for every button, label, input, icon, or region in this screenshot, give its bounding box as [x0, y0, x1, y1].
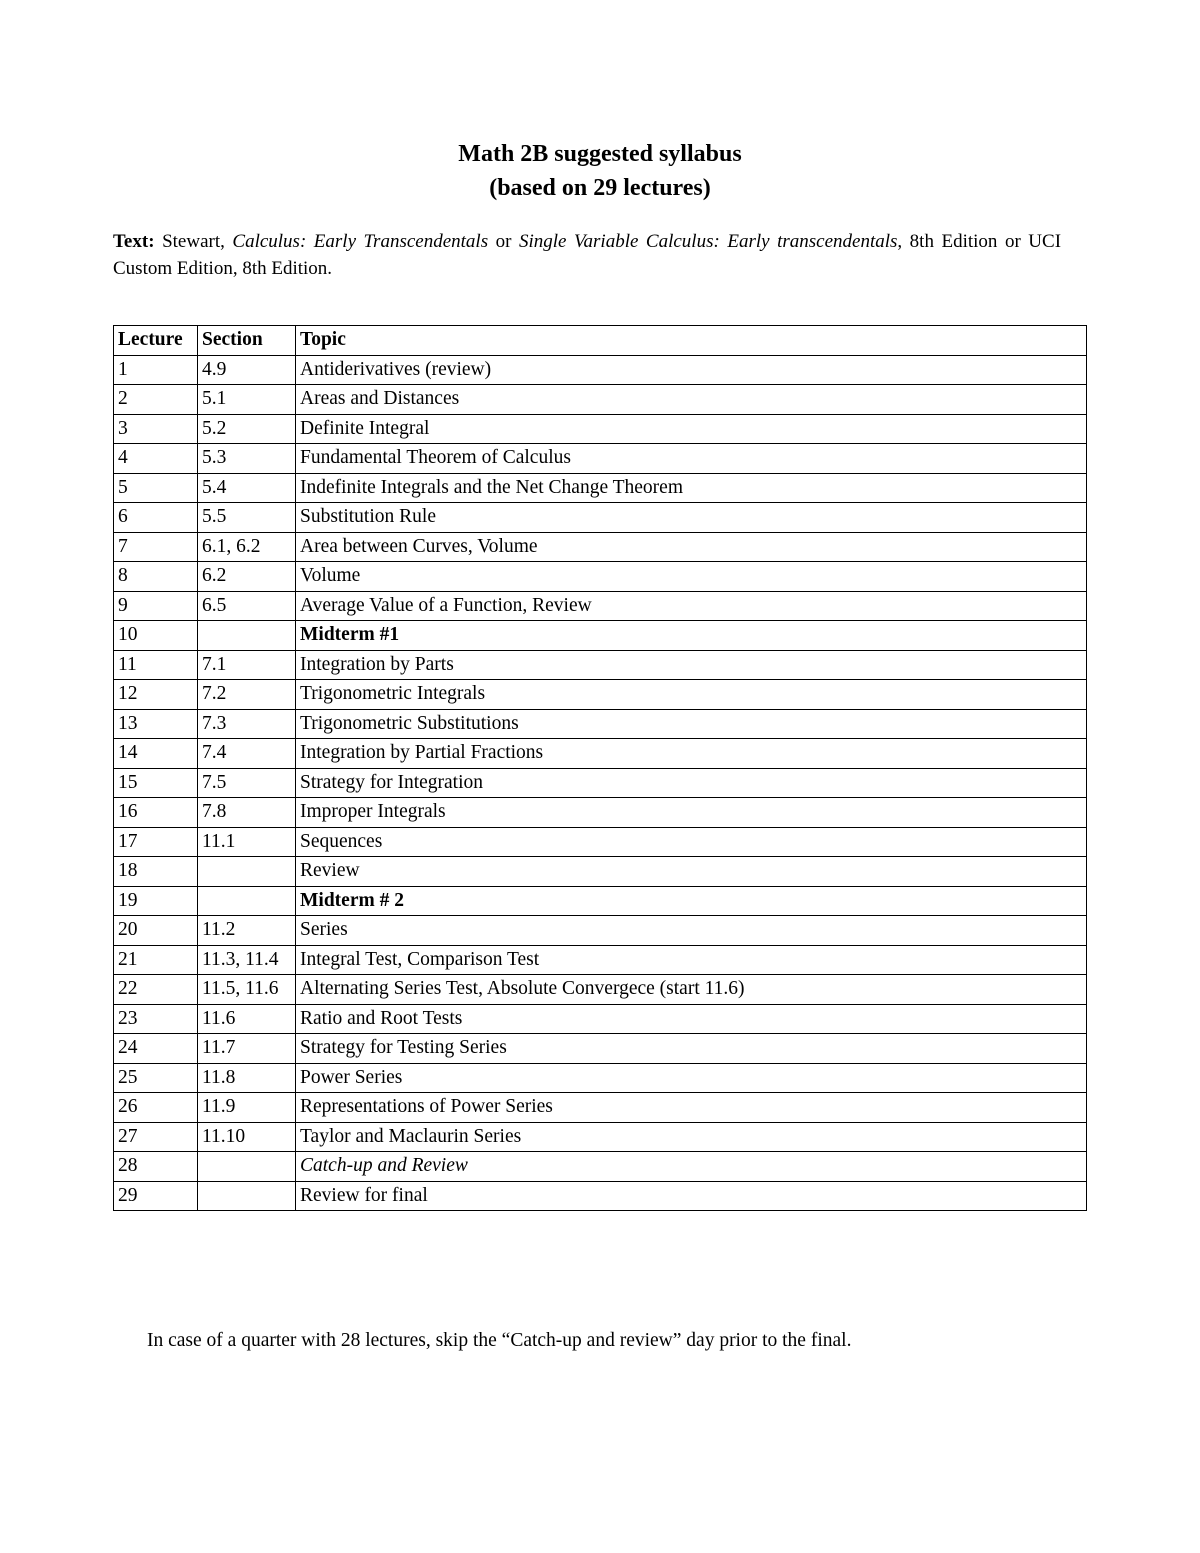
- cell-section: 11.1: [198, 827, 296, 857]
- cell-section: 11.5, 11.6: [198, 975, 296, 1005]
- table-row: [114, 798, 1087, 828]
- cell-topic: Taylor and Maclaurin Series: [296, 1122, 1087, 1152]
- cell-lecture: 16: [114, 798, 198, 828]
- cell-topic: Strategy for Integration: [296, 768, 1087, 798]
- table-row: [114, 1122, 1087, 1152]
- cell-topic: Alternating Series Test, Absolute Convergece (start 11.6): [296, 975, 1087, 1005]
- cell-topic: Average Value of a Function, Review: [296, 591, 1087, 621]
- textbook-reference: [113, 228, 1061, 282]
- cell-topic: Ratio and Root Tests: [296, 1004, 1087, 1034]
- cell-lecture: 13: [114, 709, 198, 739]
- table-row: [114, 709, 1087, 739]
- textbook-author: Stewart,: [162, 231, 225, 252]
- syllabus-table: [113, 325, 1087, 1211]
- cell-section: 6.2: [198, 562, 296, 592]
- cell-topic: Sequences: [296, 827, 1087, 857]
- cell-section: 4.9: [198, 355, 296, 385]
- cell-topic: Midterm #1: [296, 621, 1087, 651]
- cell-topic: Integration by Parts: [296, 650, 1087, 680]
- table-row: [114, 1093, 1087, 1123]
- cell-section: 7.4: [198, 739, 296, 769]
- cell-section: 7.2: [198, 680, 296, 710]
- text-label: Text:: [113, 231, 155, 252]
- cell-section: 7.3: [198, 709, 296, 739]
- table-row: [114, 916, 1087, 946]
- cell-section: 5.2: [198, 414, 296, 444]
- cell-section: 11.2: [198, 916, 296, 946]
- cell-lecture: 17: [114, 827, 198, 857]
- table-row: [114, 473, 1087, 503]
- table-row: [114, 1152, 1087, 1182]
- cell-section: 7.5: [198, 768, 296, 798]
- cell-lecture: 10: [114, 621, 198, 651]
- textbook-title-1: Calculus: Early Transcendentals: [232, 231, 489, 252]
- cell-lecture: 15: [114, 768, 198, 798]
- cell-topic: Definite Integral: [296, 414, 1087, 444]
- cell-lecture: 18: [114, 857, 198, 887]
- textbook-or: or: [495, 231, 512, 252]
- table-row: [114, 503, 1087, 533]
- table-row: [114, 1004, 1087, 1034]
- footnote: In case of a quarter with 28 lectures, skip the “Catch-up and review” day prior to the final.: [147, 1330, 852, 1351]
- table-row: [114, 444, 1087, 474]
- table-row: [114, 945, 1087, 975]
- cell-lecture: 20: [114, 916, 198, 946]
- cell-section: 11.7: [198, 1034, 296, 1064]
- cell-topic: Catch-up and Review: [296, 1152, 1087, 1182]
- cell-topic: Fundamental Theorem of Calculus: [296, 444, 1087, 474]
- cell-section: 7.8: [198, 798, 296, 828]
- cell-topic: Indefinite Integrals and the Net Change Theorem: [296, 473, 1087, 503]
- cell-section: 11.10: [198, 1122, 296, 1152]
- cell-section: [198, 857, 296, 887]
- page-subtitle: (based on 29 lectures): [489, 175, 711, 201]
- cell-section: [198, 1181, 296, 1211]
- cell-lecture: 22: [114, 975, 198, 1005]
- cell-topic: Integral Test, Comparison Test: [296, 945, 1087, 975]
- cell-topic: Power Series: [296, 1063, 1087, 1093]
- cell-topic: Review for final: [296, 1181, 1087, 1211]
- textbook-edition: , 8th Edition or UCI Custom Edition, 8th Edition.: [113, 231, 1062, 279]
- cell-topic: Integration by Partial Fractions: [296, 739, 1087, 769]
- cell-topic: Substitution Rule: [296, 503, 1087, 533]
- table-row: [114, 975, 1087, 1005]
- cell-section: 5.5: [198, 503, 296, 533]
- cell-lecture: 7: [114, 532, 198, 562]
- cell-topic: Trigonometric Substitutions: [296, 709, 1087, 739]
- cell-lecture: 6: [114, 503, 198, 533]
- cell-topic: Review: [296, 857, 1087, 887]
- cell-section: 6.1, 6.2: [198, 532, 296, 562]
- table-row: [114, 768, 1087, 798]
- cell-topic: Area between Curves, Volume: [296, 532, 1087, 562]
- cell-lecture: 29: [114, 1181, 198, 1211]
- cell-section: 11.9: [198, 1093, 296, 1123]
- cell-lecture: 21: [114, 945, 198, 975]
- cell-topic: Volume: [296, 562, 1087, 592]
- cell-topic: Representations of Power Series: [296, 1093, 1087, 1123]
- cell-section: [198, 1152, 296, 1182]
- cell-lecture: 5: [114, 473, 198, 503]
- header-lecture: Lecture: [114, 326, 198, 356]
- cell-lecture: 14: [114, 739, 198, 769]
- cell-topic: Antiderivatives (review): [296, 355, 1087, 385]
- table-row: [114, 532, 1087, 562]
- cell-topic: Areas and Distances: [296, 385, 1087, 415]
- cell-section: 7.1: [198, 650, 296, 680]
- table-row: [114, 886, 1087, 916]
- cell-section: 5.4: [198, 473, 296, 503]
- table-row: [114, 591, 1087, 621]
- cell-lecture: 4: [114, 444, 198, 474]
- cell-lecture: 25: [114, 1063, 198, 1093]
- table-row: [114, 562, 1087, 592]
- cell-topic: Trigonometric Integrals: [296, 680, 1087, 710]
- cell-section: [198, 886, 296, 916]
- cell-section: 5.3: [198, 444, 296, 474]
- table-row: [114, 1034, 1087, 1064]
- cell-lecture: 24: [114, 1034, 198, 1064]
- cell-lecture: 1: [114, 355, 198, 385]
- cell-section: 11.6: [198, 1004, 296, 1034]
- table-row: [114, 857, 1087, 887]
- table-row: [114, 827, 1087, 857]
- cell-lecture: 19: [114, 886, 198, 916]
- table-header-row: [114, 326, 1087, 356]
- table-row: [114, 385, 1087, 415]
- header-section: Section: [198, 326, 296, 356]
- cell-topic: Improper Integrals: [296, 798, 1087, 828]
- table-row: [114, 621, 1087, 651]
- cell-lecture: 26: [114, 1093, 198, 1123]
- cell-section: 11.3, 11.4: [198, 945, 296, 975]
- cell-topic: Strategy for Testing Series: [296, 1034, 1087, 1064]
- cell-lecture: 12: [114, 680, 198, 710]
- header-topic: Topic: [296, 326, 1087, 356]
- table-row: [114, 355, 1087, 385]
- cell-section: 6.5: [198, 591, 296, 621]
- textbook-title-2: Single Variable Calculus: Early transcendentals: [519, 231, 898, 252]
- cell-lecture: 8: [114, 562, 198, 592]
- table-row: [114, 739, 1087, 769]
- cell-topic: Midterm # 2: [296, 886, 1087, 916]
- table-row: [114, 650, 1087, 680]
- cell-lecture: 27: [114, 1122, 198, 1152]
- cell-lecture: 3: [114, 414, 198, 444]
- cell-topic: Series: [296, 916, 1087, 946]
- table-row: [114, 1181, 1087, 1211]
- table-row: [114, 414, 1087, 444]
- cell-section: 5.1: [198, 385, 296, 415]
- cell-lecture: 9: [114, 591, 198, 621]
- cell-lecture: 28: [114, 1152, 198, 1182]
- table-row: [114, 680, 1087, 710]
- page-title: Math 2B suggested syllabus: [458, 141, 742, 167]
- table-row: [114, 1063, 1087, 1093]
- cell-lecture: 23: [114, 1004, 198, 1034]
- cell-lecture: 11: [114, 650, 198, 680]
- cell-lecture: 2: [114, 385, 198, 415]
- cell-section: [198, 621, 296, 651]
- cell-section: 11.8: [198, 1063, 296, 1093]
